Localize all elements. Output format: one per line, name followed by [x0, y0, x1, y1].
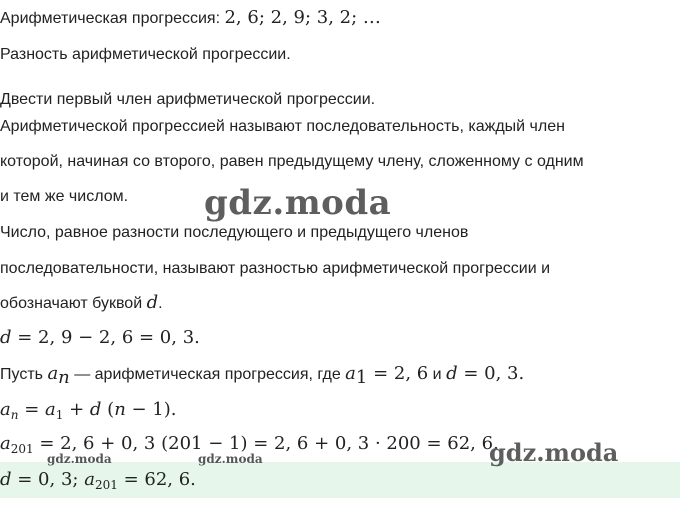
- definition-1-line-2: которой, начиная со второго, равен предыдущему члену, сложенному с одним: [0, 153, 584, 170]
- diff-expr: = 2, 9 − 2, 6 = 0, 3.: [11, 327, 200, 348]
- watermark-logo: gdz.moda: [198, 452, 263, 466]
- calc-a: a: [0, 433, 11, 454]
- answer-a-val: = 62, 6.: [117, 469, 196, 490]
- let-text-1: Пусть: [0, 366, 48, 383]
- formula-end: − 1).: [125, 399, 177, 420]
- definition-2-line-1: Число, равное разности последующего и предыдущего членов: [0, 224, 469, 241]
- nth-term-formula: [0, 400, 177, 420]
- variable-d: d: [146, 292, 159, 313]
- task-line-3: Двести первый член арифметической прогрессии.: [0, 91, 376, 108]
- formula-eq: =: [18, 399, 45, 420]
- answer-d-val: = 0, 3;: [11, 469, 85, 490]
- watermark-logo: gdz.moda: [47, 452, 112, 466]
- term-201-calculation: [0, 434, 499, 454]
- formula-a: a: [0, 399, 11, 420]
- formula-plus: +: [63, 399, 90, 420]
- task-line-1: [0, 8, 381, 29]
- definition-1-line-3: и тем же числом.: [0, 188, 129, 205]
- calc-expr: = 2, 6 + 0, 3 (201 − 1) = 2, 6 + 0, 3 · 200 = 62, 6.: [33, 433, 499, 454]
- task-line-1-text: Арифметическая прогрессия:: [0, 10, 225, 27]
- watermark-logo: gdz.moda: [489, 438, 619, 467]
- calc-a-sub: 201: [10, 442, 34, 456]
- let-sentence: [0, 363, 525, 388]
- difference-equation: [0, 328, 200, 348]
- formula-paren: (: [101, 399, 115, 420]
- answer-a-sub: 201: [94, 478, 118, 492]
- let-d: d: [446, 363, 458, 384]
- formula-a-sub: n: [10, 408, 19, 422]
- definition-1-line-1: Арифметической прогрессией называют последовательность, каждый член: [0, 118, 565, 135]
- let-text-2: — арифметическая прогрессия, где: [69, 366, 346, 383]
- let-and: и: [428, 366, 447, 383]
- diff-d: d: [0, 327, 12, 348]
- definition-2-end: .: [158, 295, 163, 312]
- answer-line: [0, 470, 196, 490]
- task-line-1-math: 2, 6; 2, 9; 3, 2; …: [224, 7, 381, 28]
- let-a1-sub: 1: [355, 367, 368, 388]
- formula-a1-sub: 1: [55, 408, 64, 422]
- formula-n: n: [114, 399, 126, 420]
- let-val-1: = 2, 6: [367, 363, 429, 384]
- let-a1: a: [345, 363, 356, 384]
- definition-2-text: обозначают буквой: [0, 295, 147, 312]
- answer-d: d: [0, 469, 12, 490]
- definition-2-line-3: [0, 293, 163, 314]
- answer-a: a: [84, 469, 95, 490]
- let-a-sub: n: [58, 367, 70, 388]
- formula-a1: a: [45, 399, 56, 420]
- formula-d: d: [89, 399, 102, 420]
- task-line-2: Разность арифметической прогрессии.: [0, 46, 291, 63]
- watermark-logo: gdz.moda: [204, 183, 392, 223]
- let-a: a: [47, 363, 59, 384]
- definition-2-line-2: последовательности, называют разностью арифметической прогрессии и: [0, 260, 551, 277]
- let-val-2: = 0, 3.: [457, 363, 525, 384]
